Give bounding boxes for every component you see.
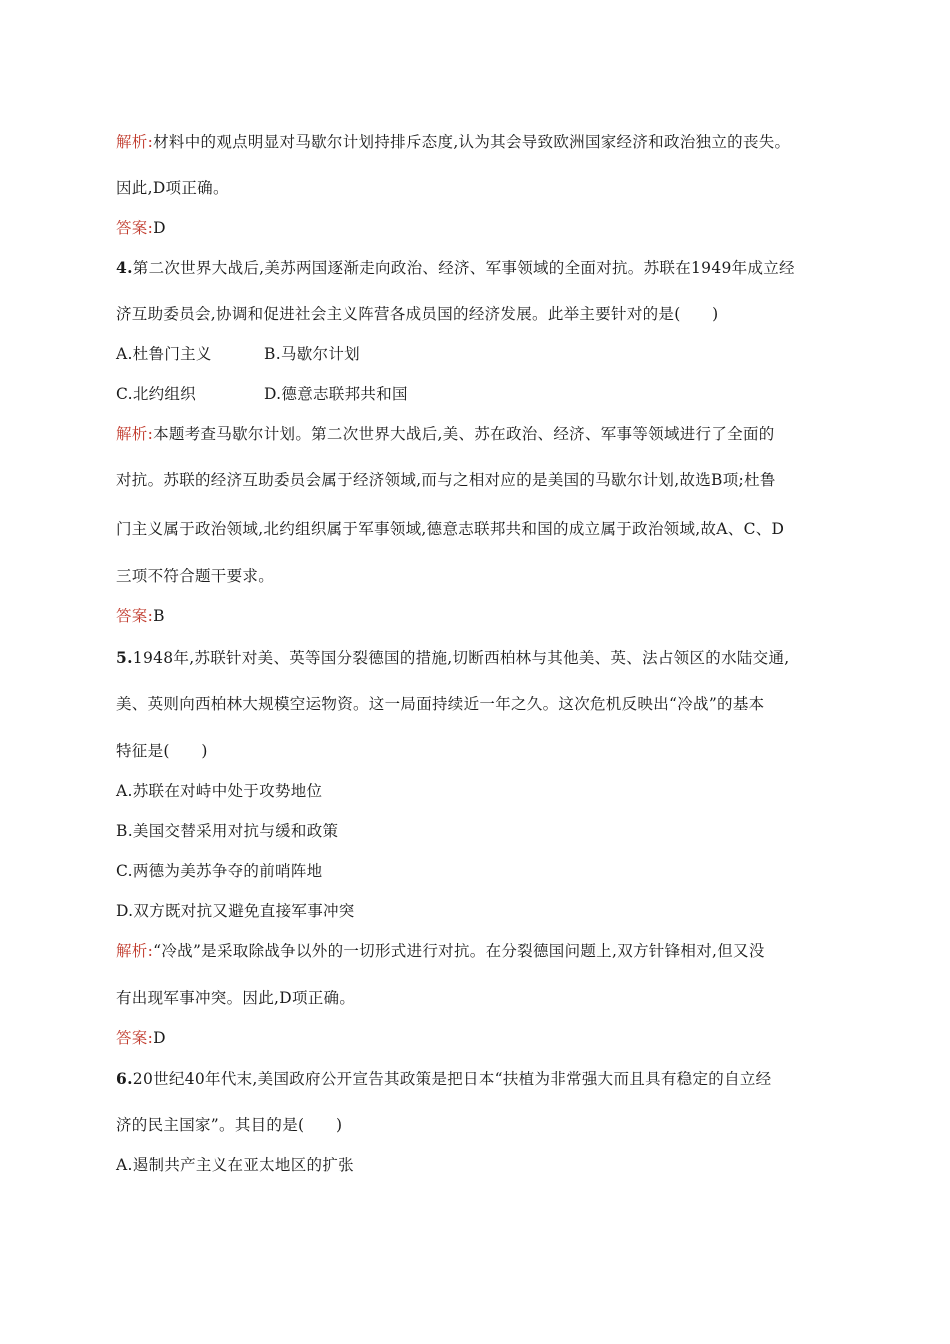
answer-label: 答案:	[116, 607, 154, 625]
question-number: 5.	[116, 648, 133, 667]
answer-label: 答案:	[116, 1029, 154, 1047]
q6-stem-line-1: 6.20世纪40年代末,美国政府公开宣告其政策是把日本“扶植为非常强大而且具有稳定的自立经	[116, 1069, 772, 1088]
q6-stem-line-2: 济的民主国家”。其目的是( )	[116, 1116, 343, 1134]
q5-option-a: A.苏联在对峙中处于攻势地位	[116, 782, 323, 800]
q3-answer: 答案:D	[116, 219, 166, 237]
q5-stem-line-2: 美、英则向西柏林大规模空运物资。这一局面持续近一年之久。这次危机反映出“冷战”的基本	[116, 695, 765, 713]
q4-option-d: D.德意志联邦共和国	[264, 385, 408, 403]
q3-analysis-line-2: 因此,D项正确。	[116, 179, 229, 197]
answer-label: 答案:	[116, 219, 154, 237]
q5-option-b: B.美国交替采用对抗与缓和政策	[116, 822, 339, 840]
q5-analysis-line-2: 有出现军事冲突。因此,D项正确。	[116, 989, 356, 1007]
question-number: 4.	[116, 258, 133, 277]
q5-answer: 答案:D	[116, 1029, 166, 1047]
q4-answer: 答案:B	[116, 607, 165, 625]
q4-option-b: B.马歇尔计划	[264, 345, 360, 363]
q4-stem-line-1: 4.第二次世界大战后,美苏两国逐渐走向政治、经济、军事领域的全面对抗。苏联在1949年成立经	[116, 258, 795, 277]
q5-stem-line-1: 5.1948年,苏联针对美、英等国分裂德国的措施,切断西柏林与其他美、英、法占领区的水陆交通,	[116, 648, 790, 667]
q5-option-d: D.双方既对抗又避免直接军事冲突	[116, 902, 355, 920]
q5-stem-line-3: 特征是( )	[116, 742, 208, 760]
q4-analysis-line-3: 门主义属于政治领域,北约组织属于军事领域,德意志联邦共和国的成立属于政治领域,故A、C、D	[116, 520, 785, 538]
q5-option-c: C.两德为美苏争夺的前哨阵地	[116, 862, 323, 880]
q3-analysis-line-1: 解析:材料中的观点明显对马歇尔计划持排斥态度,认为其会导致欧洲国家经济和政治独立的丧失。	[116, 133, 791, 151]
q4-option-a: A.杜鲁门主义	[116, 345, 212, 363]
question-number: 6.	[116, 1069, 133, 1088]
q5-analysis-line-1: 解析:“冷战”是采取除战争以外的一切形式进行对抗。在分裂德国问题上,双方针锋相对,但又没	[116, 942, 765, 960]
q4-option-c: C.北约组织	[116, 385, 197, 403]
q4-options-row-1	[116, 343, 846, 365]
q6-option-a: A.遏制共产主义在亚太地区的扩张	[116, 1156, 354, 1174]
q4-options-row-2	[116, 383, 846, 405]
q4-analysis-line-1: 解析:本题考查马歇尔计划。第二次世界大战后,美、苏在政治、经济、军事等领域进行了全面的	[116, 425, 775, 443]
analysis-label: 解析:	[116, 942, 154, 960]
q4-analysis-line-2: 对抗。苏联的经济互助委员会属于经济领域,而与之相对应的是美国的马歇尔计划,故选B项;杜鲁	[116, 471, 776, 489]
q4-analysis-line-4: 三项不符合题干要求。	[116, 567, 275, 585]
analysis-label: 解析:	[116, 133, 154, 151]
q4-stem-line-2: 济互助委员会,协调和促进社会主义阵营各成员国的经济发展。此举主要针对的是( )	[116, 305, 719, 323]
analysis-label: 解析:	[116, 425, 154, 443]
